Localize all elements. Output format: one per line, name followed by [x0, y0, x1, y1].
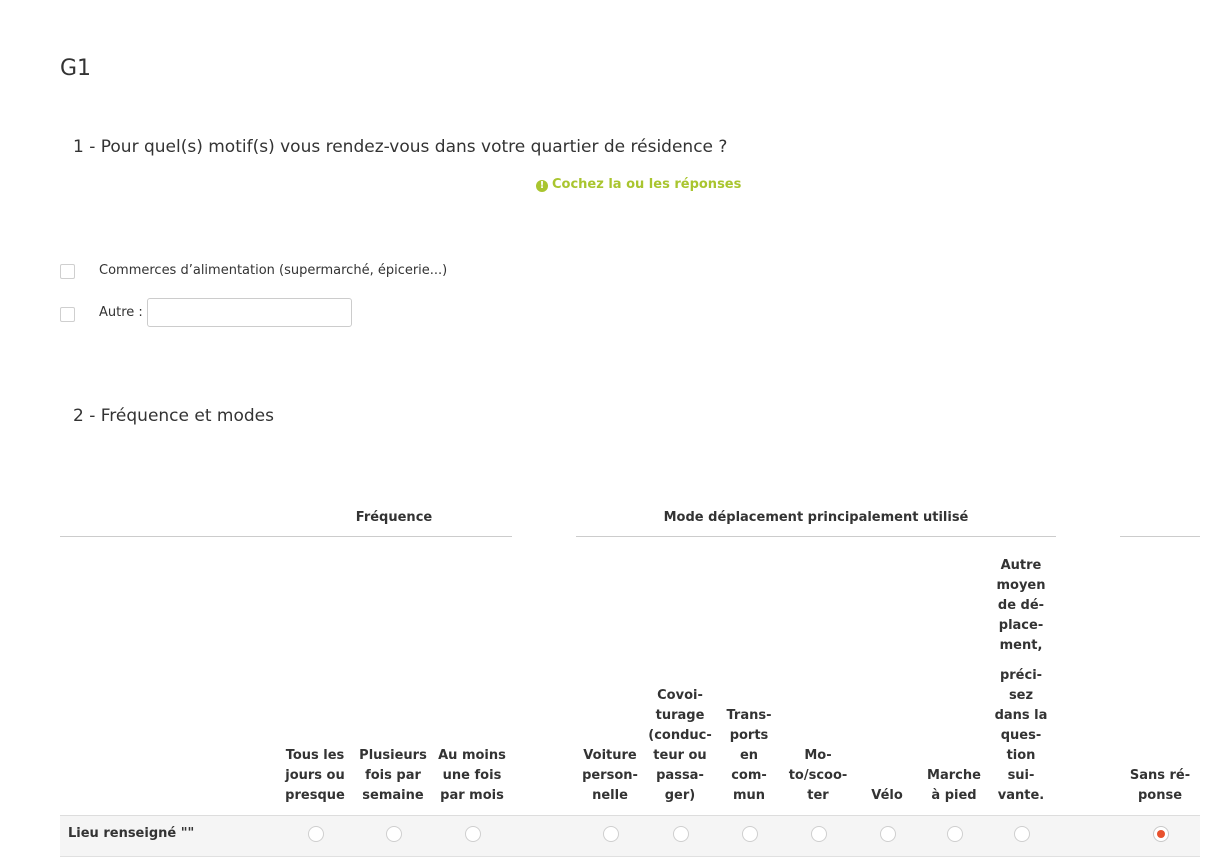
column-header-line: Voiture: [583, 748, 637, 763]
radio-option[interactable]: [603, 826, 619, 842]
column-header-line: ques-: [1000, 728, 1042, 743]
column-header-line: sez: [1008, 688, 1034, 703]
option-other[interactable]: [60, 298, 352, 327]
column-header-line: mun: [732, 788, 766, 803]
hint: [536, 177, 741, 192]
column-header-line: vante.: [997, 788, 1045, 803]
divider: [576, 536, 1056, 537]
column-header-line: fois par: [365, 768, 421, 783]
column-header-line: person-: [582, 768, 638, 783]
column-header-line: passa-: [656, 768, 704, 783]
column-header-line: Covoi-: [657, 688, 703, 703]
column-header-line: nelle: [592, 788, 628, 803]
column-header: [432, 746, 512, 806]
column-header: [778, 746, 858, 806]
column-header-line: ment,: [999, 638, 1043, 653]
column-header-line: Trans-: [726, 708, 772, 723]
column-header: [353, 746, 433, 806]
exclamation-icon: !: [536, 180, 548, 192]
column-header-line: ponse: [1137, 788, 1183, 803]
column-header: [1120, 766, 1200, 806]
radio-option[interactable]: [1014, 826, 1030, 842]
radio-option[interactable]: [880, 826, 896, 842]
other-input[interactable]: [147, 298, 352, 327]
column-header-line: Plusieurs: [359, 748, 427, 763]
column-header-line: une fois: [442, 768, 502, 783]
column-header-line: ports: [729, 728, 769, 743]
column-header-line: préci-: [999, 668, 1043, 683]
column-header-line: Sans ré-: [1129, 768, 1191, 783]
column-header-line: Autre: [1000, 558, 1042, 573]
column-header-line: ger): [664, 788, 696, 803]
column-header-line: ter: [807, 788, 829, 803]
column-header-line: Mo-: [804, 748, 832, 763]
radio-option[interactable]: [811, 826, 827, 842]
radio-option[interactable]: [1153, 826, 1169, 842]
column-header-line: teur ou: [653, 748, 707, 763]
hint-text: Cochez la ou les réponses: [552, 177, 742, 192]
column-header-line: semaine: [362, 788, 424, 803]
radio-option[interactable]: [465, 826, 481, 842]
radio-option[interactable]: [673, 826, 689, 842]
column-header-line: Tous les: [285, 748, 345, 763]
column-header-line: Marche: [927, 768, 981, 783]
column-header-line: moyen: [996, 578, 1046, 593]
group-header-mode: Mode déplacement principalement utilisé: [663, 510, 969, 525]
radio-option[interactable]: [947, 826, 963, 842]
column-header-line: turage: [655, 708, 705, 723]
column-header-line: com-: [731, 768, 767, 783]
column-header: [981, 556, 1061, 806]
column-header: [275, 746, 355, 806]
question-2-title: 2 - Fréquence et modes: [73, 406, 274, 426]
option-food-stores[interactable]: [60, 261, 447, 279]
column-header: [570, 746, 650, 806]
column-header: [640, 686, 720, 806]
checkbox-other[interactable]: [60, 307, 75, 322]
column-header-line: de dé-: [997, 598, 1045, 613]
column-header-line: presque: [285, 788, 345, 803]
group-header-frequency: Fréquence: [355, 510, 433, 525]
column-header-line: [981, 656, 1061, 666]
column-header-line: en: [739, 748, 759, 763]
radio-option[interactable]: [742, 826, 758, 842]
row-label: Lieu renseigné "": [68, 826, 195, 841]
radio-option[interactable]: [308, 826, 324, 842]
column-header-line: Vélo: [871, 788, 903, 803]
option-other-label: Autre :: [99, 305, 143, 320]
column-header-line: to/scoo-: [788, 768, 848, 783]
radio-option[interactable]: [386, 826, 402, 842]
column-header-line: dans la: [994, 708, 1048, 723]
column-header-line: à pied: [931, 788, 977, 803]
column-header-line: jours ou: [285, 768, 345, 783]
question-1-title: 1 - Pour quel(s) motif(s) vous rendez-vous dans votre quartier de résidence ?: [73, 137, 728, 157]
column-header-line: par mois: [440, 788, 504, 803]
divider: [60, 536, 512, 537]
option-food-stores-label: Commerces d’alimentation (supermarché, épicerie...): [99, 262, 448, 278]
column-header-line: Au moins: [438, 748, 506, 763]
column-header-line: place-: [998, 618, 1044, 633]
column-header-line: (conduc-: [648, 728, 712, 743]
group-title: G1: [60, 56, 92, 81]
checkbox-food-stores[interactable]: [60, 264, 75, 279]
divider: [1120, 536, 1200, 537]
column-header-line: tion: [1006, 748, 1036, 763]
column-header-line: sui-: [1007, 768, 1035, 783]
column-header: [709, 706, 789, 806]
